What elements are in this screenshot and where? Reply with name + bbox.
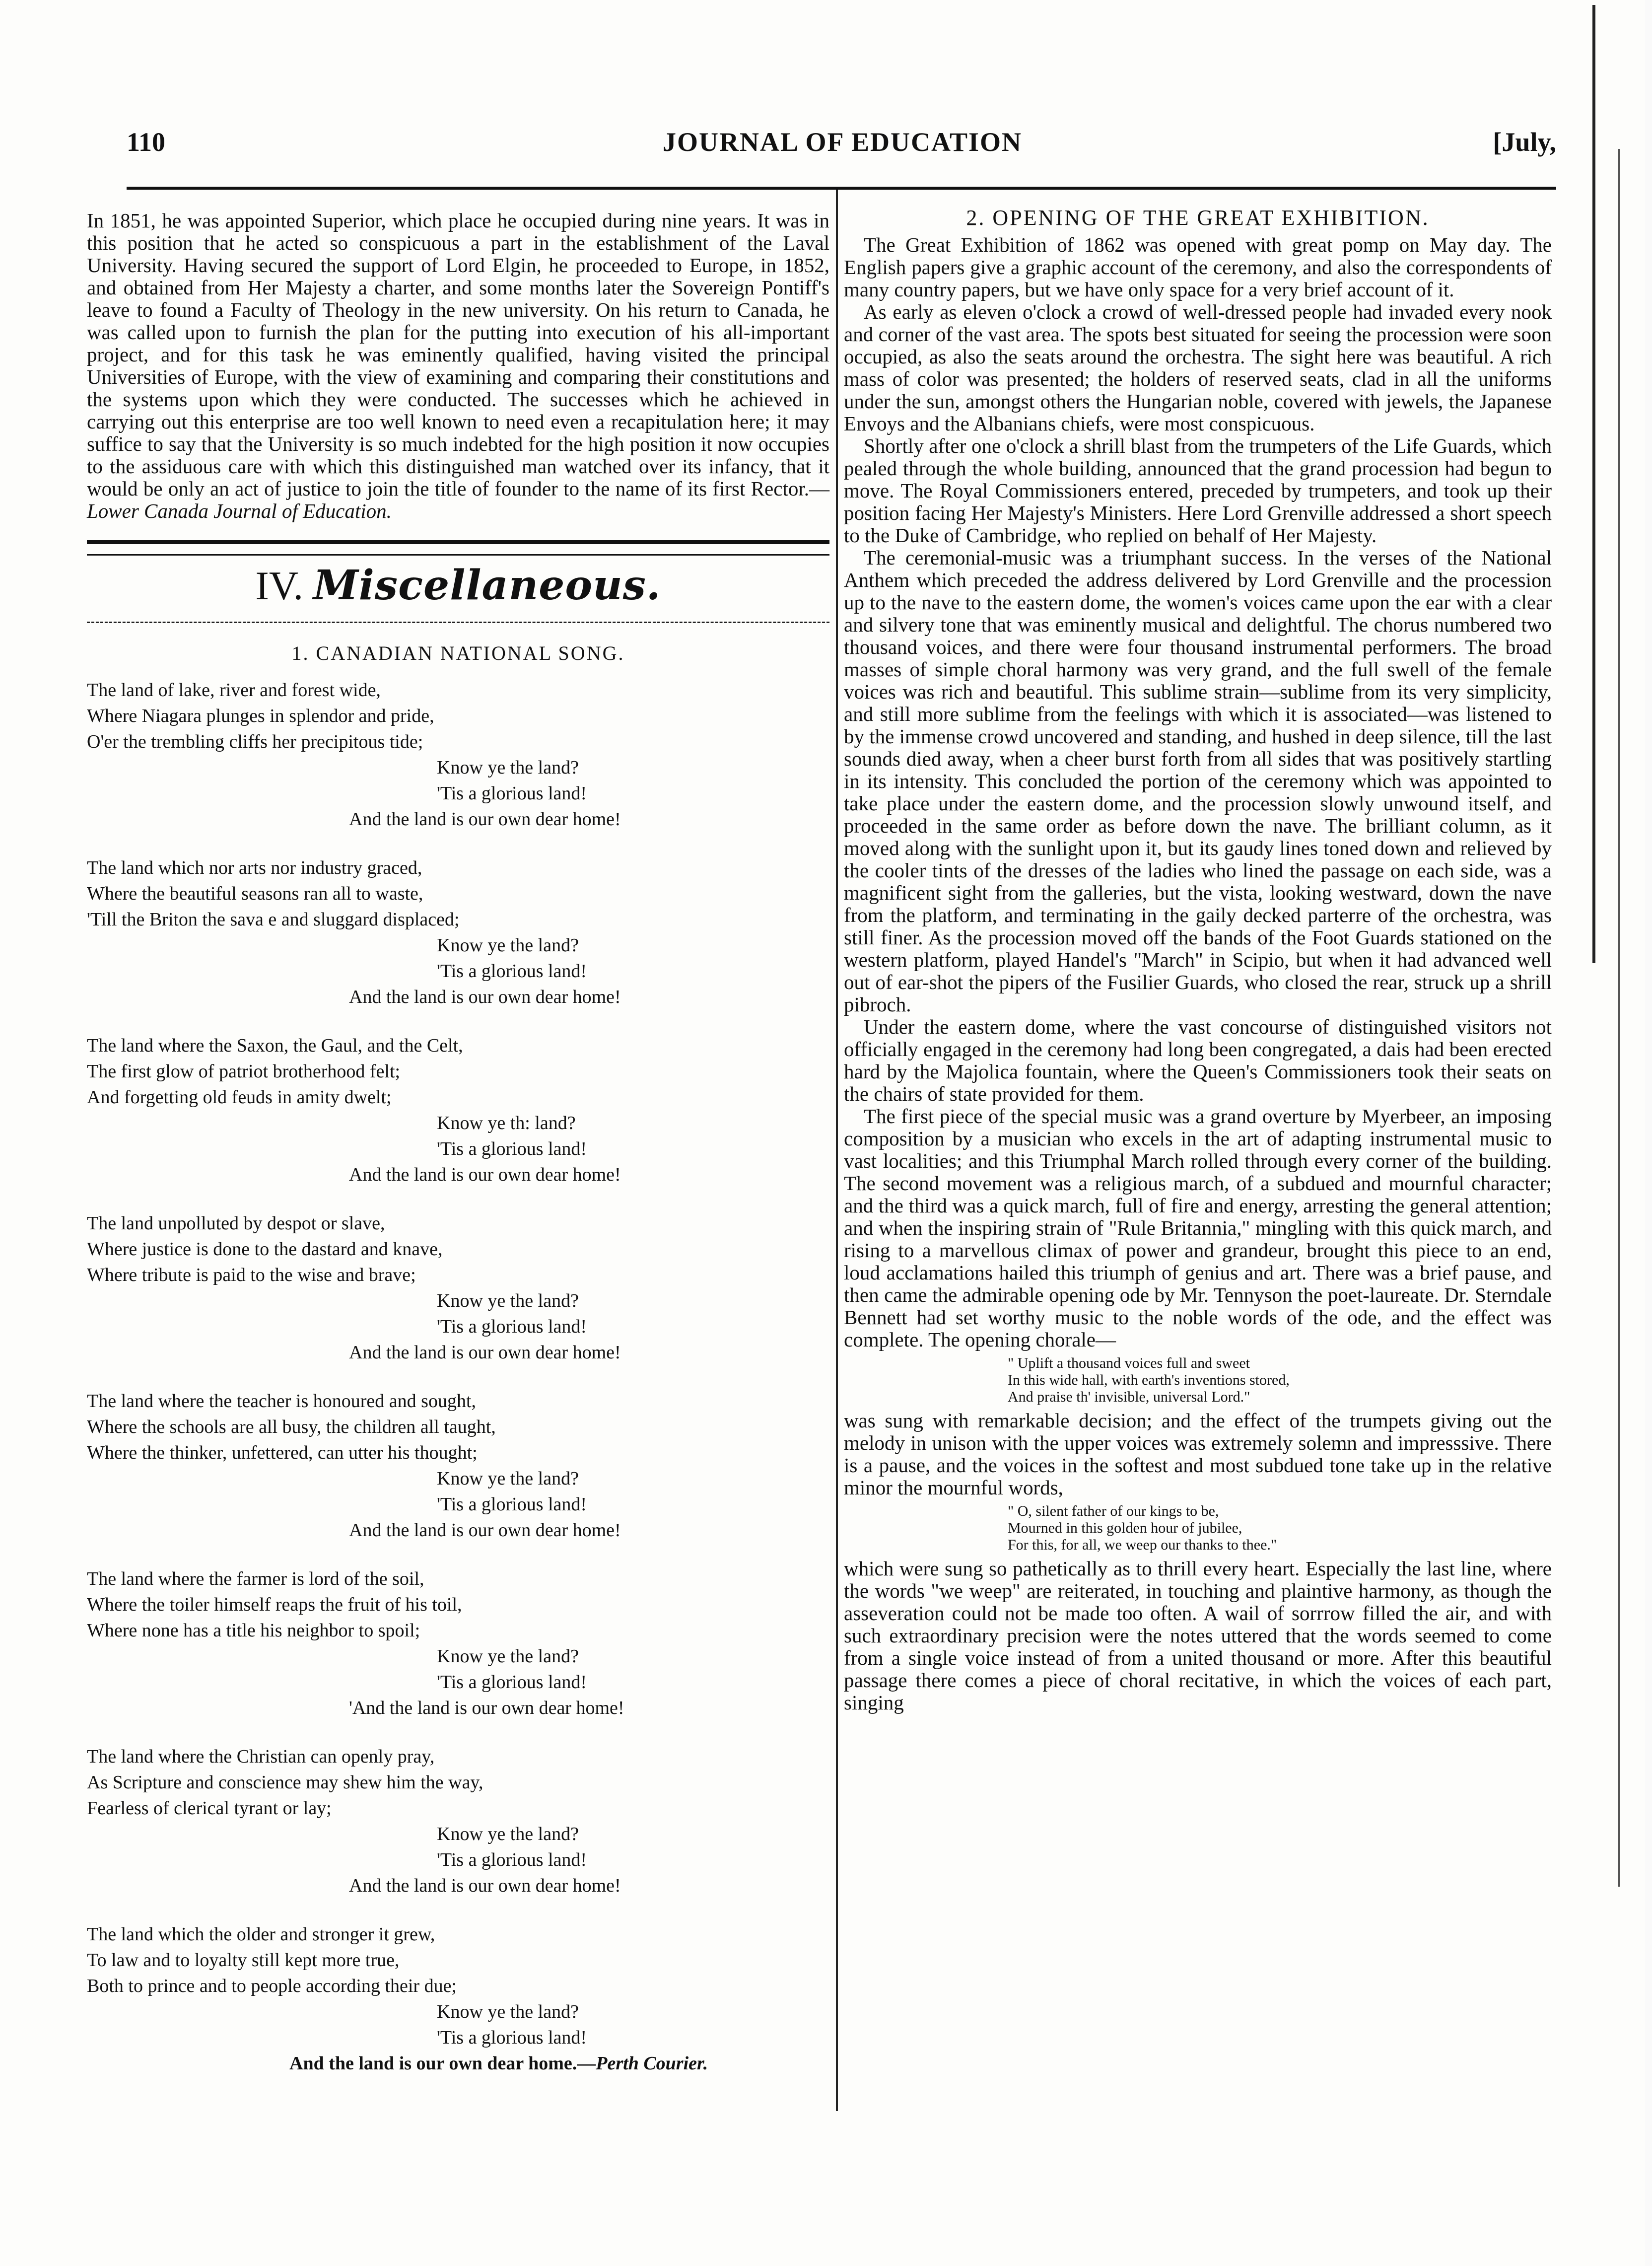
running-head: [127, 127, 1556, 171]
page-edge: [1645, 0, 1652, 2266]
header-rule: [127, 187, 1556, 190]
poem-stanza: [87, 1388, 829, 1543]
section-heading: [87, 561, 829, 611]
article-title: 1. CANADIAN NATIONAL SONG.: [291, 642, 625, 664]
section-rule: [87, 540, 829, 556]
poem-line: Both to prince and to people according their due;: [87, 1976, 457, 1996]
poem-line: O'er the trembling cliffs her precipitous tide;: [87, 731, 423, 752]
poem-refrain-line: Know ye the land?: [437, 1290, 579, 1311]
poem-refrain-line: 'And the land is our own dear home!: [349, 1698, 624, 1718]
poem-line: Where justice is done to the dastard and knave,: [87, 1239, 443, 1260]
poem-line: The land where the teacher is honoured and sought,: [87, 1391, 477, 1412]
poem-line: Where none has a title his neighbor to spoil;: [87, 1620, 420, 1641]
paragraph: The ceremonial-music was a triumphant success. In the verses of the National Anthem which preceded the address delivered by Lord Grenville and the procession up to the nave to the eastern dome, the women's voices came upon the ear with a clear and silvery tone that was eminently musical and delightful. The chorus numbered two thousand voices, and there were four thousand instrumental performers. The broad masses of simple choral harmony was very grand, and the full swell of the female voices was rich and beautiful. This sublime strain—sublime from its very simplicity, and still more sublime from the feelings with which it is associated—was listened to by the immense crowd uncovered and standing, and hushed in deep silence, till the last sounds died away, when a cheer burst forth from all sides that was positively startling in its intensity. This concluded the portion of the ceremony which was appointed to take place under the eastern dome, and the procession slowly unwound itself, and proceeded in the same order as before down the nave. The brilliant column, as it moved along with the sunlight upon it, but its gaudy lines toned down and relieved by the cooler tints of the dresses of the ladies who lined the passage on each side, was a magnificent sight from the galleries, but the vista, looking westward, down the nave from the platform, and terminating in the gaily decked parterre of the orchestra, was still finer. As the procession moved off the bands of the Foot Guards stationed on the western platform, played Handel's "March" in Scipio, but when it had advanced well out of ear-shot the pipers of the Fusilier Guards, who closed the rear, struck up a shrill pibroch.: [844, 546, 1552, 1016]
intro-paragraph: [87, 210, 829, 522]
poem-refrain-line: 'Tis a glorious land!: [437, 1494, 587, 1515]
section-number: IV.: [255, 563, 304, 608]
poem-line: Where the schools are all busy, the children all taught,: [87, 1416, 496, 1437]
scan-edge-mark: [1618, 149, 1620, 1887]
poem-stanza: [87, 1210, 829, 1365]
poem-source: Perth Courier.: [596, 2053, 708, 2074]
poem-line: The land of lake, river and forest wide,: [87, 680, 381, 701]
intro-source: Lower Canada Journal of Education.: [87, 499, 392, 522]
section-ornament-rule: [87, 622, 829, 625]
poem-final-line: [87, 2051, 829, 2076]
poem-stanza: [87, 1921, 829, 2076]
poem-refrain-line: 'Tis a glorious land!: [437, 2027, 587, 2048]
quote-line: " O, silent father of our kings to be,: [1008, 1503, 1219, 1519]
poem-refrain-line: And the land is our own dear home!: [349, 809, 621, 830]
verse-quote: [1008, 1355, 1552, 1406]
poem-line: Where the beautiful seasons ran all to waste,: [87, 883, 423, 904]
poem-refrain-line: Know ye the land?: [437, 935, 579, 956]
poem-stanza: [87, 677, 829, 832]
right-column: [844, 207, 1552, 1714]
poem-line: To law and to loyalty still kept more true,: [87, 1950, 400, 1971]
poem-line: The land which nor arts nor industry graced,: [87, 857, 422, 878]
poem-line: The first glow of patriot brotherhood felt;: [87, 1061, 401, 1082]
paragraph: Shortly after one o'clock a shrill blast from the trumpeters of the Life Guards, which pealed through the whole building, announced that the grand procession had begun to move. The Royal Commissioners entered, preceded by trumpeters, and took up their position facing Her Majesty's Ministers. Here Lord Grenville addressed a short speech to the Duke of Cambridge, who replied on behalf of Her Majesty.: [844, 434, 1552, 547]
poem-line: Where the toiler himself reaps the fruit of his toil,: [87, 1594, 462, 1615]
left-column: [87, 210, 829, 2076]
column-divider: [836, 190, 838, 2111]
article-body: [844, 234, 1552, 1351]
journal-title: JOURNAL OF EDUCATION: [663, 127, 1023, 157]
poem-line: The land unpolluted by despot or slave,: [87, 1213, 385, 1234]
poem-line: 'Till the Briton the sava e and sluggard displaced;: [87, 909, 460, 930]
poem-refrain-line: And the land is our own dear home!: [349, 987, 621, 1007]
poem-final-text: And the land is our own dear home.—: [289, 2053, 596, 2074]
quote-line: " Uplift a thousand voices full and sweet: [1008, 1355, 1250, 1371]
quote-line: And praise th' invisible, universal Lord.": [1008, 1389, 1250, 1405]
poem-refrain-line: 'Tis a glorious land!: [437, 1672, 587, 1693]
poem-refrain-line: Know ye the land?: [437, 1468, 579, 1489]
poem-stanza: [87, 855, 829, 1010]
poem-line: And forgetting old feuds in amity dwelt;: [87, 1087, 392, 1108]
poem-line: The land which the older and stronger it grew,: [87, 1924, 435, 1945]
scan-edge-mark: [1592, 5, 1595, 963]
quote-line: Mourned in this golden hour of jubilee,: [1008, 1520, 1242, 1536]
poem-refrain-line: 'Tis a glorious land!: [437, 961, 587, 982]
poem-line: The land where the Saxon, the Gaul, and the Celt,: [87, 1035, 463, 1056]
poem-line: Where Niagara plunges in splendor and pride,: [87, 706, 434, 726]
poem-line: Fearless of clerical tyrant or lay;: [87, 1798, 332, 1819]
poem-line: The land where the Christian can openly pray,: [87, 1746, 435, 1767]
article-title: 2. OPENING OF THE GREAT EXHIBITION.: [966, 206, 1430, 230]
poem-refrain-line: 'Tis a glorious land!: [437, 1316, 587, 1337]
intro-text: In 1851, he was appointed Superior, which place he occupied during nine years. It was in this position that he acted so conspicuous a part in the establishment of the Laval University. Having secured the support of Lord Elgin, he proceeded to Europe, in 1852, and obtained from Her Majesty a charter, and some months later the Sovereign Pontiff's leave to found a Faculty of Theology in the new university. On his return to Canada, he was called upon to furnish the plan for the putting into execution of his all-important project, and for this task he was eminently qualified, having visited the principal Universities of Europe, with the view of examining and comparing their constitutions and the systems upon which they were conducted. The successes which he achieved in carrying out this enterprise are too well known to need even a recapitulation here; it may suffice to say that the University is so much indebted for the high position it now occupies to the assiduous care with which this distinguished man watched over its infancy, that it would be only an act of justice to join the title of founder to the name of its first Rector.—: [87, 209, 829, 500]
poem-stanza: [87, 1033, 829, 1188]
poem: [87, 677, 829, 2076]
paragraph: As early as eleven o'clock a crowd of well-dressed people had invaded every nook and corner of the vast area. The spots best situated for seeing the procession were soon occupied, as also the seats around the orchestra. The sight here was beautiful. A rich mass of color was presented; the holders of reserved seats, clad in all the uniforms under the sun, amongst others the Hungarian noble, covered with jewels, the Japanese Envoys and the Albanians chiefs, were most conspicuous.: [844, 300, 1552, 435]
poem-refrain-line: Know ye the land?: [437, 757, 579, 778]
poem-refrain-line: Know ye the land?: [437, 2001, 579, 2022]
poem-refrain-line: And the land is our own dear home!: [349, 1164, 621, 1185]
poem-refrain-line: Know ye th: land?: [437, 1113, 576, 1133]
paragraph: The first piece of the special music was a grand overture by Myerbeer, an imposing composition by a musician who excels in the art of adapting instrumental music to vast localities; and this Triumphal March rolled through every corner of the building. The second movement was a religious march, of a subdued and mournful character; and the third was a quick march, full of fire and energy, arresting the general attention; and when the inspiring strain of "Rule Britannia," mingling with this quick march, and rising to a marvellous climax of power and grandeur, brought this piece to an end, loud acclamations hailed this triumph of genius and art. There was a brief pause, and then came the admirable opening ode by Mr. Tennyson the poet-laureate. Dr. Sterndale Bennett had set worthy music to the noble words of the ode, and the effect was complete. The opening chorale—: [844, 1105, 1552, 1351]
poem-refrain-line: 'Tis a glorious land!: [437, 1849, 587, 1870]
poem-refrain-line: Know ye the land?: [437, 1646, 579, 1667]
poem-refrain-line: Know ye the land?: [437, 1824, 579, 1844]
quote-line: In this wide hall, with earth's inventions stored,: [1008, 1372, 1290, 1388]
paragraph: Under the eastern dome, where the vast concourse of distinguished visitors not officially engaged in the ceremony had long been congregated, a dais had been erected hard by the Majolica fountain, where the Queen's Commissioners took their seats on the chairs of state provided for them.: [844, 1015, 1552, 1105]
poem-refrain-line: And the land is our own dear home!: [349, 1342, 621, 1363]
paragraph: which were sung so pathetically as to thrill every heart. Especially the last line, where the words "we weep" are reiterated, in touching and plaintive harmony, as though the asseveration could not be made too often. A wail of sorrrow filled the air, and with such extraordinary precision were the notes uttered that the words seemed to come from a single voice instead of from a united thousand or more. After this beautiful passage there comes a piece of choral recitative, in which the voices of each part, singing: [844, 1557, 1552, 1714]
paragraph: was sung with remarkable decision; and the effect of the trumpets giving out the melody in unison with the upper voices was extremely solemn and impresssive. There is a pause, and the voices in the softest and most subdued tone take up in the relative minor the mournful words,: [844, 1409, 1552, 1499]
poem-refrain-line: And the land is our own dear home!: [349, 1875, 621, 1896]
page-number: 110: [127, 127, 166, 157]
verse-quote: [1008, 1503, 1552, 1554]
poem-refrain-line: 'Tis a glorious land!: [437, 1138, 587, 1159]
poem-refrain-line: 'Tis a glorious land!: [437, 783, 587, 804]
poem-line: Where the thinker, unfettered, can utter his thought;: [87, 1442, 478, 1463]
poem-line: As Scripture and conscience may shew him the way,: [87, 1772, 483, 1793]
poem-line: Where tribute is paid to the wise and brave;: [87, 1265, 416, 1285]
paragraph: The Great Exhibition of 1862 was opened with great pomp on May day. The English papers give a graphic account of the ceremony, and also the correspondents of many country papers, but we have only space for a very brief account of it.: [844, 233, 1552, 301]
poem-stanza: [87, 1744, 829, 1899]
issue-month: [July,: [1493, 127, 1556, 157]
poem-line: The land where the farmer is lord of the soil,: [87, 1568, 424, 1589]
poem-stanza: [87, 1566, 829, 1721]
quote-line: For this, for all, we weep our thanks to thee.": [1008, 1537, 1277, 1553]
section-title: Miscellaneous.: [313, 562, 661, 609]
poem-refrain-line: And the land is our own dear home!: [349, 1520, 621, 1541]
